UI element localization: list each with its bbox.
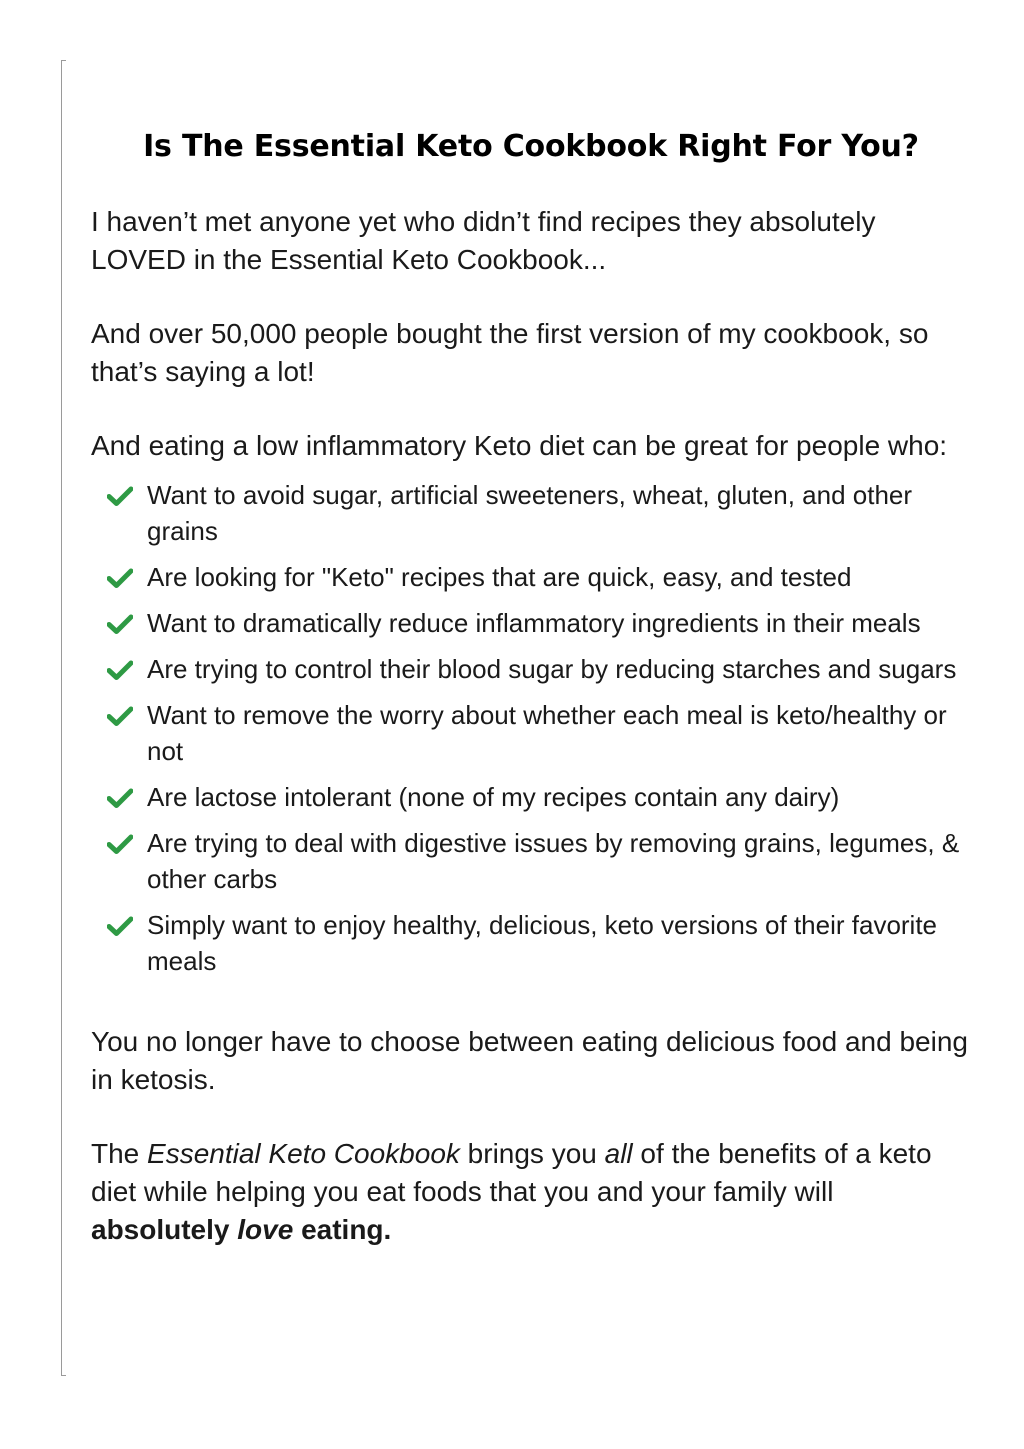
all-emphasis: all xyxy=(604,1138,633,1169)
check-icon xyxy=(107,788,133,808)
checklist-item-text: Want to dramatically reduce inflammatory ingredients in their meals xyxy=(147,608,921,638)
checklist-item xyxy=(91,779,971,815)
absolutely-bold: absolutely xyxy=(91,1214,238,1245)
checklist-item-text: Are looking for "Keto" recipes that are quick, easy, and tested xyxy=(147,562,852,592)
ketosis-paragraph: You no longer have to choose between eating delicious food and being in ketosis. xyxy=(91,1026,968,1095)
checklist-item-text: Want to avoid sugar, artificial sweeteners, wheat, gluten, and other grains xyxy=(147,480,913,546)
margin-rule-top-tick xyxy=(61,60,66,61)
closing-text-3: of the benefits of a keto diet while helping you eat foods that you and your family will xyxy=(91,1138,932,1207)
checklist-item xyxy=(91,697,971,769)
social-proof-paragraph: And over 50,000 people bought the first version of my cookbook, so that’s saying a lot! xyxy=(91,318,929,387)
page-margin-rule xyxy=(61,60,62,1376)
check-icon xyxy=(107,706,133,726)
closing-text-1: The xyxy=(91,1138,148,1169)
love-emphasis: love xyxy=(237,1214,294,1245)
checklist-item-text: Want to remove the worry about whether each meal is keto/healthy or not xyxy=(147,700,947,766)
check-icon xyxy=(107,614,133,634)
cookbook-title-italic: Essential Keto Cookbook xyxy=(147,1138,460,1169)
document-body xyxy=(91,127,971,1249)
checklist-item xyxy=(91,605,971,641)
benefit-checklist xyxy=(91,477,971,979)
margin-rule-bottom-tick xyxy=(61,1375,66,1376)
love-bold-italic xyxy=(237,1214,293,1245)
check-icon xyxy=(107,916,133,936)
checklist-item-text: Are trying to control their blood sugar by reducing starches and sugars xyxy=(147,654,957,684)
checklist-item-text: Are lactose intolerant (none of my recipes contain any dairy) xyxy=(147,782,840,812)
audience-lead-paragraph: And eating a low inflammatory Keto diet can be great for people who: xyxy=(91,430,948,461)
check-icon xyxy=(107,660,133,680)
check-icon xyxy=(107,834,133,854)
checklist-item xyxy=(91,477,971,549)
checklist-item-text: Simply want to enjoy healthy, delicious, keto versions of their favorite meals xyxy=(147,910,938,976)
closing-text-2: brings you xyxy=(459,1138,605,1169)
checklist-item-text: Are trying to deal with digestive issues by removing grains, legumes, & other carbs xyxy=(147,828,960,894)
checklist-item xyxy=(91,651,971,687)
checklist-item xyxy=(91,559,971,595)
intro-paragraph: I haven’t met anyone yet who didn’t find recipes they absolutely LOVED in the Essential Keto Cookbook... xyxy=(91,206,876,275)
eating-bold: eating. xyxy=(293,1214,392,1245)
closing-paragraph xyxy=(91,1135,971,1249)
checklist-item xyxy=(91,907,971,979)
check-icon xyxy=(107,568,133,588)
checklist-item xyxy=(91,825,971,897)
check-icon xyxy=(107,486,133,506)
page-title: Is The Essential Keto Cookbook Right For You? xyxy=(143,129,919,164)
